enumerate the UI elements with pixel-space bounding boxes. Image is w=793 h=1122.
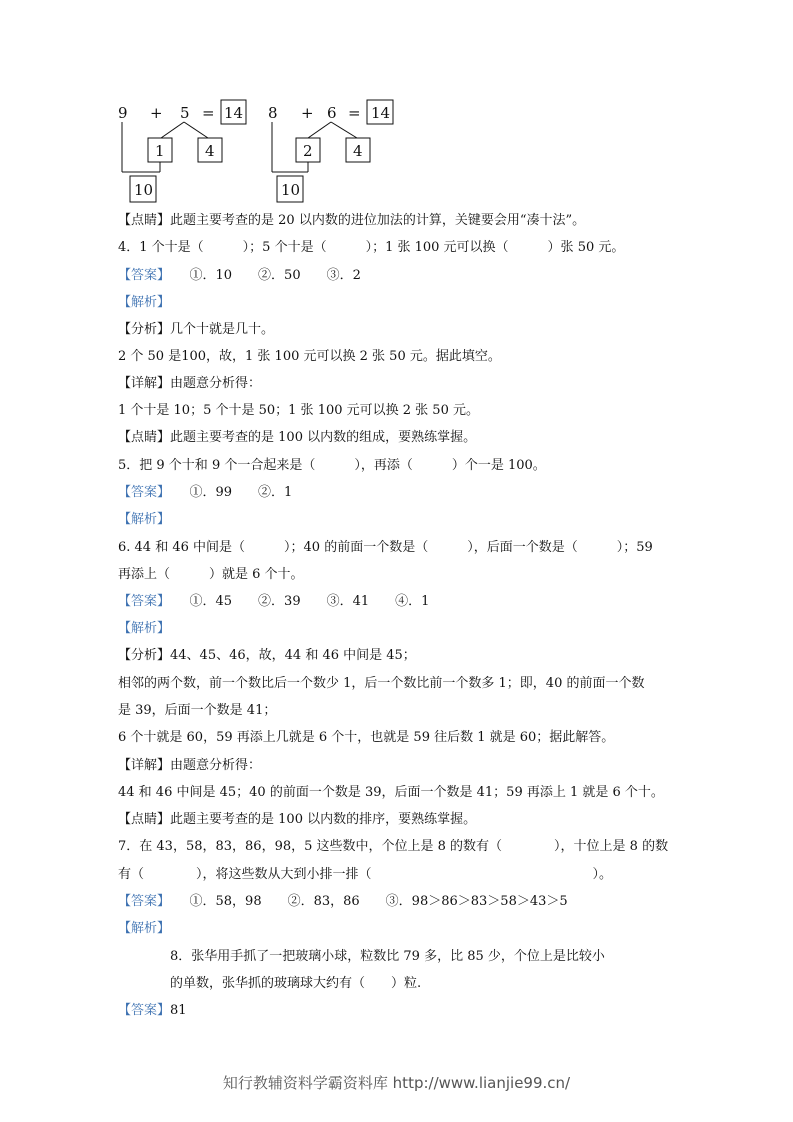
left-result: 14	[224, 104, 244, 122]
text-line: 【点睛】此题主要考查的是 20 以内数的进位加法的计算，关键要会用“凑十法”。	[118, 213, 586, 228]
text-line: 相邻的两个数，前一个数比后一个数少 1，后一个数比前一个数多 1；即，40 的前面一个数	[118, 676, 645, 691]
text-line: 6 个十就是 60，59 再添上几就是 6 个十，也就是 59 往后数 1 就是 60；据此解答。	[118, 730, 615, 745]
right-split-2: 4	[353, 142, 363, 160]
left-plus: +	[150, 104, 163, 122]
text-line: 【分析】几个十就是几十。	[118, 322, 275, 337]
text-line: 【点睛】此题主要考查的是 100 以内数的排序，要熟练掌握。	[118, 812, 477, 827]
answer-line: 【答案】 ①．58，98 ②．83，86 ③．98＞86＞83＞58＞43＞5	[118, 894, 568, 909]
left-split-2: 4	[205, 142, 215, 160]
left-equals: =	[202, 104, 215, 122]
analysis-heading: 【解析】	[118, 512, 171, 527]
analysis-heading: 【解析】	[118, 295, 171, 310]
right-addend-b: 6	[327, 104, 337, 122]
text-line: 是 39，后面一个数是 41；	[118, 703, 277, 718]
make-ten-diagram	[110, 92, 410, 204]
question-6-cont: 再添上（ ）就是 6 个十。	[118, 567, 304, 582]
right-ten: 10	[281, 181, 301, 199]
left-split-1: 1	[155, 142, 165, 160]
question-4: 4．1 个十是（ ）；5 个十是（ ）；1 张 100 元可以换（ ）张 50 元。	[118, 240, 625, 255]
right-split-1: 2	[303, 142, 313, 160]
footer-watermark: 知行教辅资料学霸资料库 http://www.lianjie99.cn/	[222, 1074, 571, 1092]
question-7: 7．在 43，58，83，86，98，5 这些数中，个位上是 8 的数有（ ），十位上是 8 的数	[118, 839, 669, 854]
question-6: 6. 44 和 46 中间是（ ）；40 的前面一个数是（ ），后面一个数是（ ）；59	[118, 540, 653, 555]
text-line: 【点睛】此题主要考查的是 100 以内数的组成，要熟练掌握。	[118, 430, 477, 445]
text-line: 【详解】由题意分析得：	[118, 758, 262, 773]
analysis-heading: 【解析】	[118, 921, 171, 936]
question-8-cont: 的单数，张华抓的玻璃球大约有（ ）粒.	[118, 976, 422, 991]
answer-line: 【答案】 ①．45 ②．39 ③．41 ④．1	[118, 594, 430, 609]
question-7-cont: 有（ ），将这些数从大到小排一排（ ）。	[118, 867, 613, 882]
right-plus: +	[301, 104, 314, 122]
right-result: 14	[371, 104, 391, 122]
answer-line: 【答案】 ①．99 ②．1	[118, 485, 293, 500]
analysis-heading: 【解析】	[118, 621, 171, 636]
left-addend-b: 5	[180, 104, 190, 122]
text-line: 1 个十是 10；5 个十是 50；1 张 100 元可以换 2 张 50 元。	[118, 403, 479, 418]
question-5: 5．把 9 个十和 9 个一合起来是（ ），再添（ ）个一是 100。	[118, 458, 546, 473]
right-equals: =	[348, 104, 361, 122]
text-line: 【详解】由题意分析得：	[118, 376, 262, 391]
left-addend-a: 9	[118, 104, 128, 122]
right-addend-a: 8	[268, 104, 278, 122]
left-ten: 10	[134, 181, 154, 199]
text-line: 【分析】44、45、46，故，44 和 46 中间是 45；	[118, 648, 416, 663]
text-line: 44 和 46 中间是 45；40 的前面一个数是 39，后面一个数是 41；59 再添上 1 就是 6 个十。	[118, 785, 664, 800]
text-line: 2 个 50 是100，故，1 张 100 元可以换 2 张 50 元。据此填空。	[118, 349, 501, 364]
answer-line: 【答案】81	[118, 1003, 187, 1018]
answer-line: 【答案】 ①．10 ②．50 ③．2	[118, 268, 361, 283]
question-8: 8．张华用手抓了一把玻璃小球，粒数比 79 多，比 85 少，个位上是比较小	[118, 949, 605, 964]
